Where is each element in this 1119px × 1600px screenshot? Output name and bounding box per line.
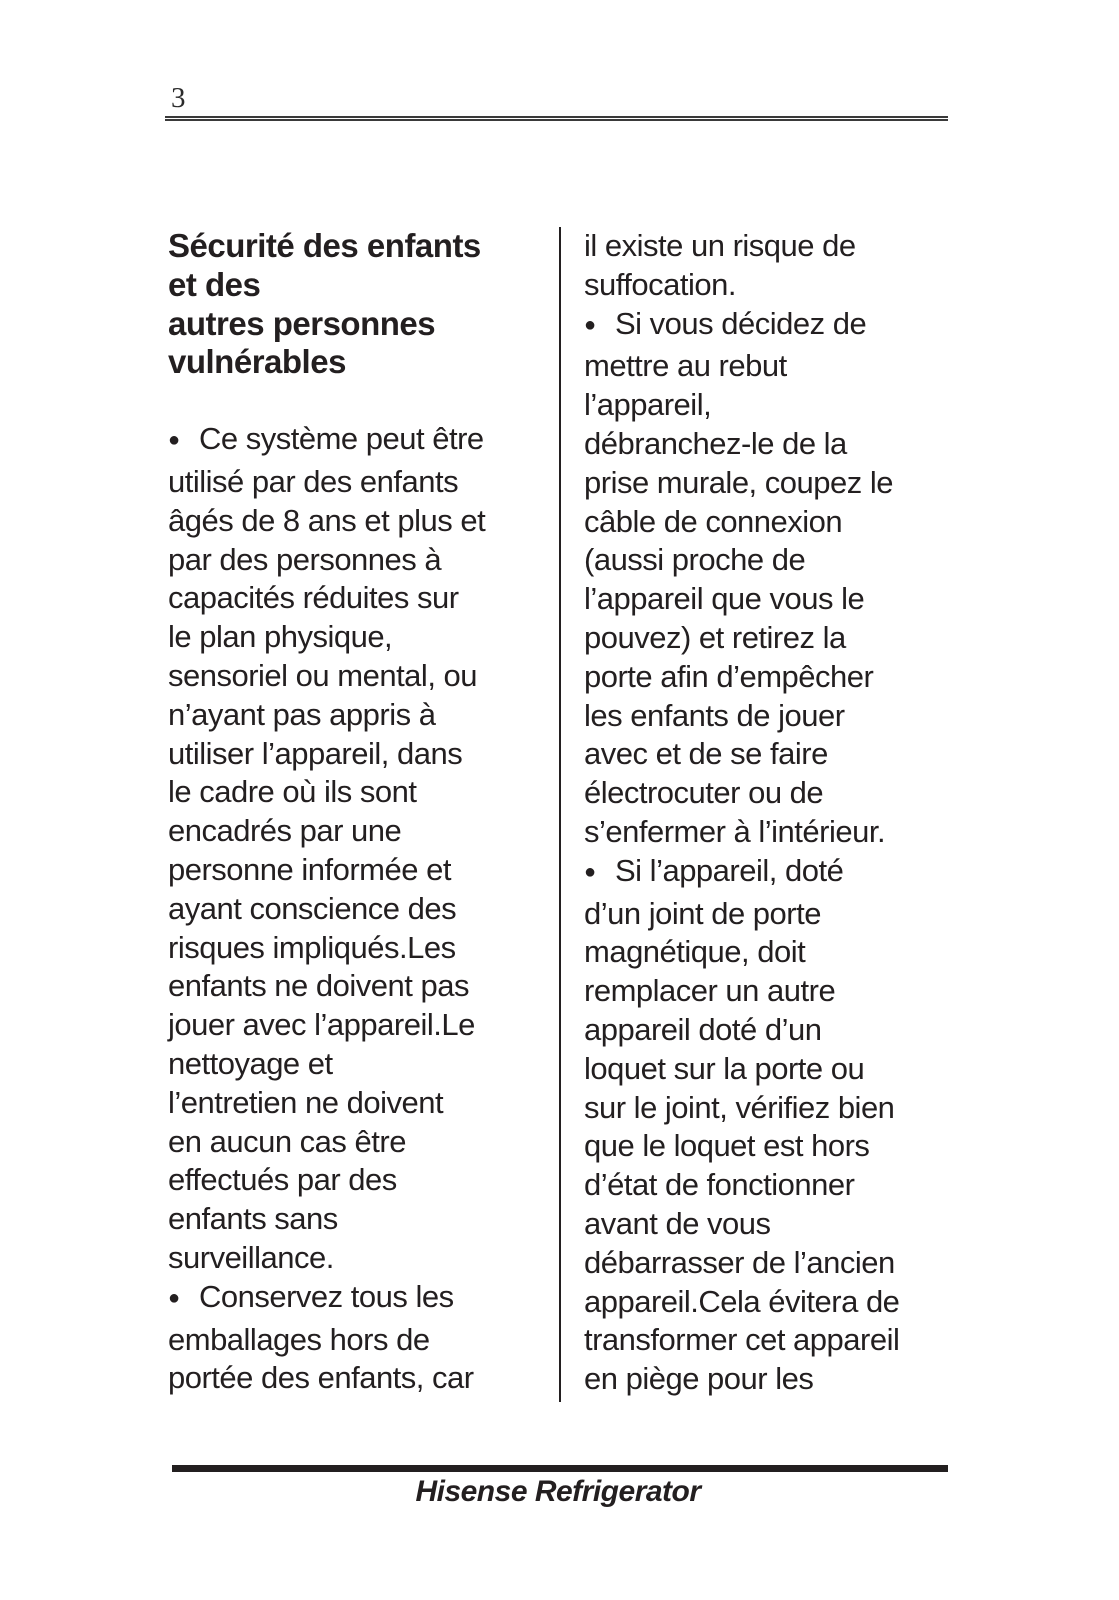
text-line: ● Conservez tous les (168, 1278, 539, 1321)
text-line: avec et de se faire (584, 736, 828, 772)
text-line: suffocation. (584, 266, 736, 302)
text-line: personne informée et (168, 851, 451, 887)
text-line: utiliser l’appareil, dans (168, 735, 463, 771)
text-line: sensoriel ou mental, ou (168, 657, 478, 693)
text-line: le plan physique, (168, 619, 393, 655)
text-line: il existe un risque de (584, 228, 856, 263)
left-column (168, 227, 559, 1402)
text-line: loquet sur la porte ou (584, 1050, 865, 1086)
footer-rule (172, 1465, 948, 1472)
text-line: l’entretien ne doivent (168, 1084, 444, 1120)
text-line: électrocuter ou de (584, 775, 824, 811)
text-line: porte afin d’empêcher (584, 658, 874, 694)
header-rule (165, 116, 948, 121)
bullet-icon: ● (168, 1286, 180, 1309)
text-line: par des personnes à (168, 541, 442, 577)
text-line: portée des enfants, car (168, 1360, 474, 1396)
text-line: débarrasser de l’ancien (584, 1244, 895, 1280)
text-line: avant de vous (584, 1205, 771, 1241)
text-line: surveillance. (168, 1239, 334, 1275)
text-line: ● Ce système peut être (168, 420, 539, 463)
bullet-icon: ● (584, 313, 596, 336)
text-line: magnétique, doit (584, 934, 806, 970)
text-line: que le loquet est hors (584, 1128, 870, 1164)
heading-line: et des (168, 265, 261, 303)
text-line: câble de connexion (584, 503, 843, 539)
text-line: s’enfermer à l’intérieur. (584, 813, 886, 849)
right-column-body (584, 227, 948, 1399)
text-line: ● Si l’appareil, doté (584, 852, 948, 895)
text-line: transformer cet appareil (584, 1322, 900, 1358)
text-line: effectués par des (168, 1162, 397, 1198)
bullet-icon: ● (168, 429, 180, 452)
section-heading (168, 227, 539, 382)
text-line: appareil.Cela évitera de (584, 1283, 900, 1319)
text-line: les enfants de jouer (584, 697, 845, 733)
content-columns (168, 227, 948, 1402)
text-line: pouvez) et retirez la (584, 619, 846, 655)
text-line: âgés de 8 ans et plus et (168, 502, 486, 538)
text-line: n’ayant pas appris à (168, 696, 436, 732)
text-line: débranchez-le de la (584, 425, 847, 461)
text-line: enfants ne doivent pas (168, 968, 469, 1004)
page-number: 3 (171, 82, 186, 114)
text-line: d’état de fonctionner (584, 1167, 855, 1203)
text-line: mettre au rebut (584, 348, 787, 384)
bullet-icon: ● (584, 860, 596, 883)
text-line: sur le joint, vérifiez bien (584, 1089, 895, 1125)
text-line: encadrés par une (168, 813, 402, 849)
footer-brand: Hisense Refrigerator (415, 1475, 701, 1508)
text-line: l’appareil, (584, 387, 712, 423)
text-line: appareil doté d’un (584, 1011, 822, 1047)
text-line: en piège pour les (584, 1361, 814, 1397)
heading-line: Sécurité des enfants (168, 227, 481, 264)
text-line: capacités réduites sur (168, 580, 459, 616)
heading-line: autres personnes (168, 304, 436, 342)
text-line: nettoyage et (168, 1045, 333, 1081)
text-line: (aussi proche de (584, 542, 806, 578)
text-line: prise murale, coupez le (584, 464, 893, 500)
text-line: ● Si vous décidez de (584, 305, 948, 348)
text-line: d’un joint de porte (584, 895, 821, 931)
text-line: le cadre où ils sont (168, 774, 417, 810)
text-line: enfants sans (168, 1201, 338, 1237)
text-line: jouer avec l’appareil.Le (168, 1007, 475, 1043)
text-line: risques impliqués.Les (168, 929, 456, 965)
heading-line: vulnérables (168, 343, 346, 381)
text-line: remplacer un autre (584, 973, 836, 1009)
left-column-body (168, 420, 539, 1398)
text-line: en aucun cas être (168, 1123, 406, 1159)
text-line: l’appareil que vous le (584, 581, 865, 617)
text-line: utilisé par des enfants (168, 463, 459, 499)
text-line: ayant conscience des (168, 890, 457, 926)
text-line: emballages hors de (168, 1321, 430, 1357)
right-column (561, 227, 948, 1402)
